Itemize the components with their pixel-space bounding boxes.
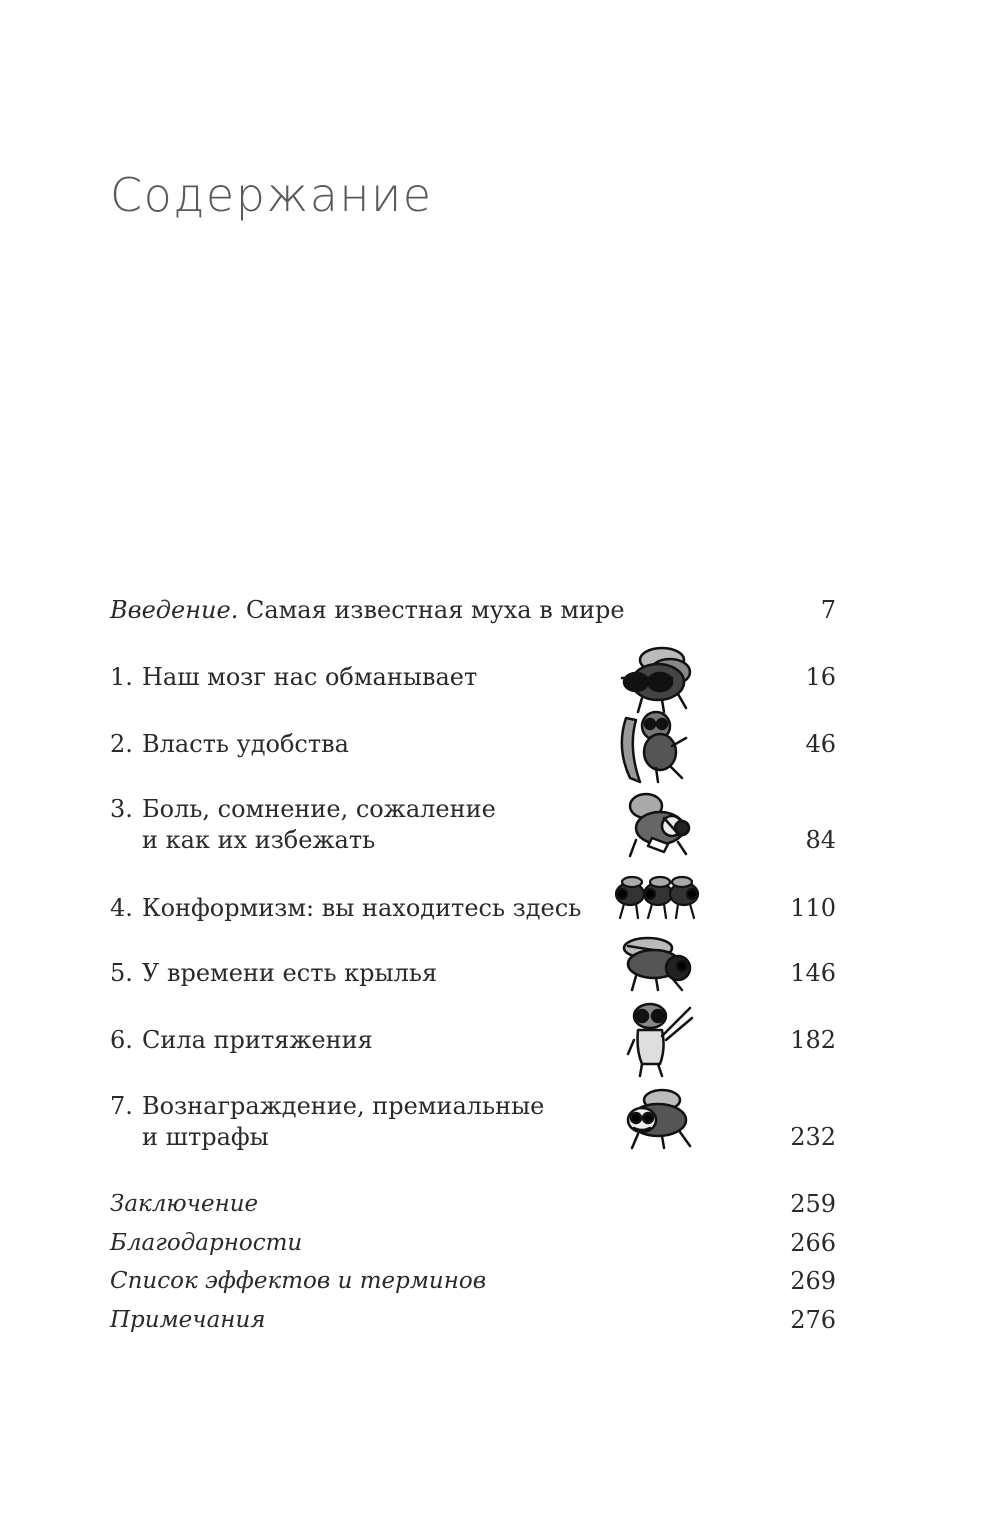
chapter-number: 7.	[110, 1092, 133, 1120]
toc-page-number: 266	[790, 1229, 836, 1257]
toc-entry-glossary[interactable]	[0, 1265, 1000, 1301]
toc-entry-acknowledgements[interactable]	[0, 1227, 1000, 1263]
toc-entry-label: Благодарности	[110, 1230, 303, 1256]
toc-entry-label: Самая известная муха в мире	[245, 596, 625, 624]
chapter-title: Боль, сомнение, сожаление	[142, 795, 496, 823]
fly-sunglasses-icon	[612, 642, 698, 714]
chapter-title: Сила притяжения	[142, 1026, 373, 1054]
toc-page-number: 146	[790, 959, 836, 987]
toc-entry-title	[110, 661, 477, 693]
toc-entry-chapter-5[interactable]	[0, 957, 1000, 993]
toc-entry-title	[110, 594, 625, 626]
chapter-number: 4.	[110, 894, 133, 922]
toc-entry-label: Примечания	[110, 1307, 266, 1333]
chapter-title: У времени есть крылья	[142, 959, 438, 987]
chapter-title-continuation: и как их избежать	[142, 826, 376, 854]
toc-page-number: 16	[805, 663, 836, 691]
toc-page-number: 84	[805, 826, 836, 854]
toc-entry-label: Заключение	[110, 1191, 259, 1217]
toc-page-number: 46	[805, 730, 836, 758]
toc-entry-chapter-3[interactable]	[0, 793, 1000, 863]
toc-page-number: 269	[790, 1267, 836, 1295]
toc-entry-chapter-7[interactable]	[0, 1090, 1000, 1160]
fly-front-view-icon	[612, 1086, 698, 1152]
toc-page-number: 259	[790, 1190, 836, 1218]
chapter-title: Власть удобства	[142, 730, 349, 758]
toc-entry-title	[110, 892, 581, 924]
chapter-title: Наш мозг нас обманывает	[142, 663, 478, 691]
toc-page-number: 276	[790, 1306, 836, 1334]
chapter-number: 6.	[110, 1026, 133, 1054]
toc-entry-chapter-6[interactable]	[0, 1024, 1000, 1060]
toc-entry-title	[110, 793, 496, 825]
toc-entry-title	[110, 1024, 373, 1056]
chapter-title-continuation: и штрафы	[142, 1123, 269, 1151]
toc-page-number: 182	[790, 1026, 836, 1054]
fly-standing-icon	[612, 1000, 698, 1080]
toc-entry-title	[110, 728, 349, 760]
chapter-title: Вознаграждение, премиальные	[142, 1092, 545, 1120]
chapter-number: 5.	[110, 959, 133, 987]
three-flies-icon	[612, 872, 702, 924]
toc-page-number: 110	[790, 894, 836, 922]
toc-page-number: 232	[790, 1123, 836, 1151]
toc-entry-title	[110, 957, 437, 989]
fly-hammock-icon	[612, 708, 698, 788]
toc-entry-prefix: Введение.	[110, 596, 239, 624]
toc-entry-conclusion[interactable]	[0, 1188, 1000, 1224]
toc-page-number: 7	[820, 596, 836, 624]
toc-entry-title	[110, 1090, 544, 1122]
fly-with-bandage-icon	[612, 788, 698, 860]
chapter-number: 3.	[110, 795, 133, 823]
chapter-number: 2.	[110, 730, 133, 758]
toc-entry-chapter-1[interactable]	[0, 661, 1000, 697]
chapter-title: Конформизм: вы находитесь здесь	[142, 894, 582, 922]
fly-side-view-icon	[612, 932, 698, 994]
toc-entry-chapter-2[interactable]	[0, 728, 1000, 764]
toc-entry-intro[interactable]	[0, 594, 1000, 630]
chapter-number: 1.	[110, 663, 133, 691]
page-title: Содержание	[110, 168, 433, 222]
toc-entry-label: Список эффектов и терминов	[110, 1268, 487, 1294]
toc-entry-chapter-4[interactable]	[0, 892, 1000, 928]
toc-entry-notes[interactable]	[0, 1304, 1000, 1340]
